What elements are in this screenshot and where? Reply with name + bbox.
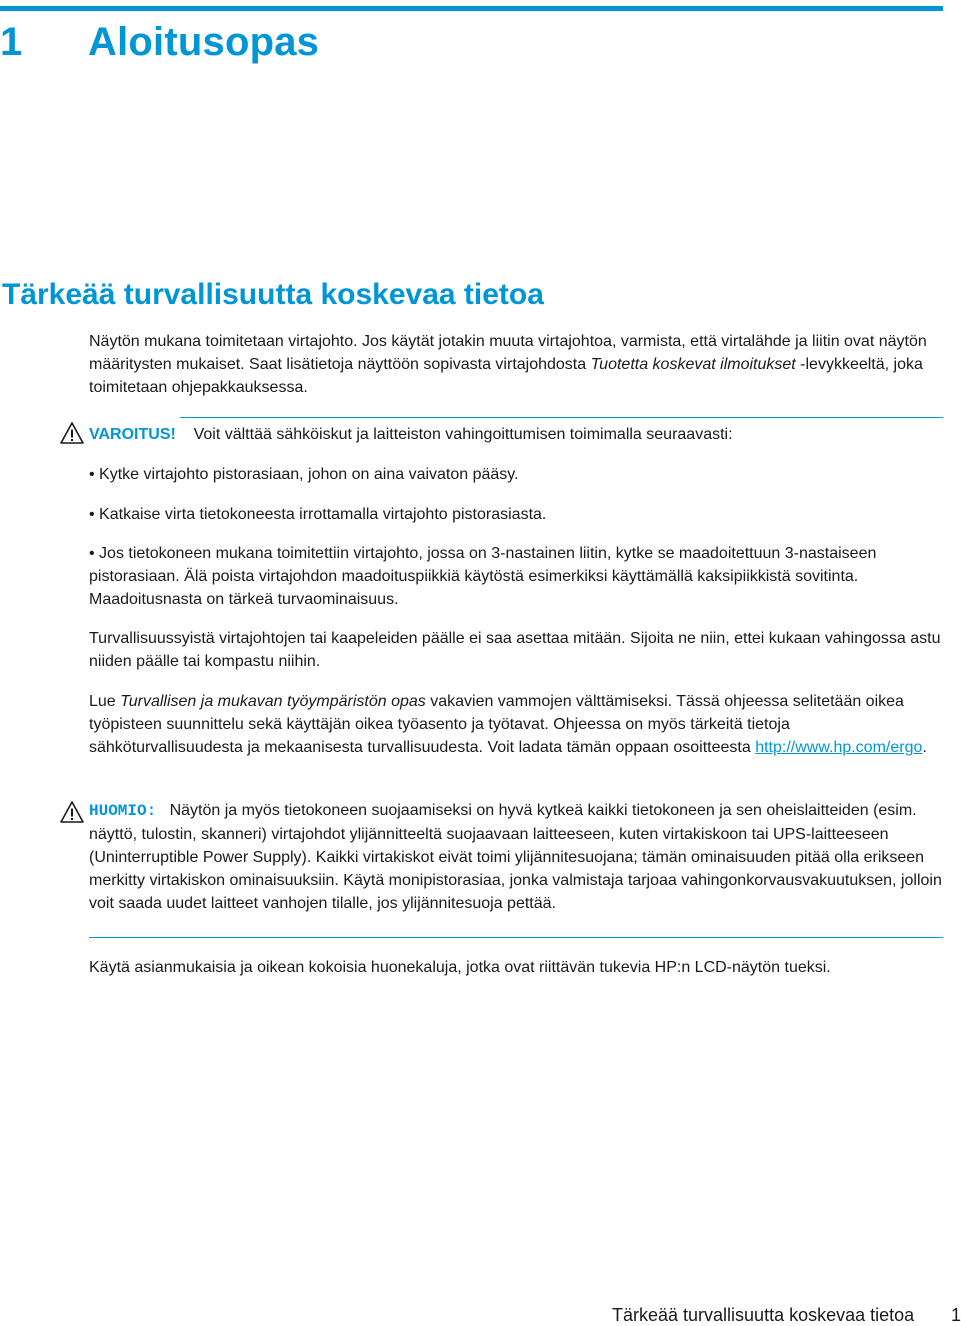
warning-triangle-icon <box>60 422 84 444</box>
ergo-link[interactable]: http://www.hp.com/ergo <box>755 739 923 756</box>
warning-paragraph-guide: Lue Turvallisen ja mukavan työympäristön opas vakavien vammojen välttämiseksi. Tässä ohjeessa selitetään oikea työpisteen suunnittelu sekä käyttäjän oikea työasento ja työtavat. Ohjeessa on myös tärkeitä tietoja sähköturvallisuudesta ja mekaanisesta turvallisuudesta. Voit ladata tämän oppaan osoitteesta http://www.hp.com/ergo. <box>89 693 927 756</box>
caution-label: HUOMIO: <box>89 802 157 820</box>
caution-paragraph <box>89 799 944 915</box>
section-title: Tärkeää turvallisuutta koskevaa tietoa <box>2 278 544 311</box>
warning-bullet-2: • Katkaise virta tietokoneesta irrottamalla virtajohto pistorasiasta. <box>89 506 547 523</box>
closing-paragraph: Käytä asianmukaisia ja oikean kokoisia huonekaluja, jotka ovat riittävän tukevia HP:n LCD-näytön tueksi. <box>89 959 831 976</box>
warning-label: VAROITUS! <box>89 426 176 443</box>
warning-bullet-1: • Kytke virtajohto pistorasiaan, johon on aina vaivaton pääsy. <box>89 466 519 483</box>
caution-text: Näytön ja myös tietokoneen suojaamiseksi on hyvä kytkeä kaikki tietokoneen ja sen oheislaitteiden (esim. näyttö, tulostin, skanneri) virtajohdot ylijännitteeltä suojaavaan laitteeseen, kuten virtakiskoon tai UPS-laitteeseen (Uninterruptible Power Supply). Kaikki virtakiskot eivät toimi ylijännitesuojana; tämän ominaisuuden pitää olla erikseen merkitty virtakiskon ominaisuuksiin. Käytä monipistorasiaa, jonka valmistaja tarjoaa vahingonkorvausvakuutuksen, jolloin voit saada uudet laitteet vanhojen tilalle, jos ylijännitesuoja pettää. <box>89 802 942 912</box>
warning-paragraph-cables: Turvallisuussyistä virtajohtojen tai kaapeleiden päälle ei saa asettaa mitään. Sijoita ne niin, ettei kukaan vahingossa astu niiden päälle tai kompastu niihin. <box>89 630 941 670</box>
footer-section-title: Tärkeää turvallisuutta koskevaa tietoa <box>612 1305 915 1325</box>
intro-doc-title: Tuotetta koskevat ilmoitukset <box>590 356 796 373</box>
warning-top-rule <box>180 417 943 418</box>
guide-title: Turvallisen ja mukavan työympäristön opas <box>120 693 426 710</box>
caution-triangle-icon <box>60 801 84 823</box>
chapter-number: 1 <box>0 20 23 64</box>
warning-text: Voit välttää sähköiskut ja laitteiston vahingoittumisen toimimalla seuraavasti: <box>193 426 733 443</box>
caution-bottom-rule <box>89 937 943 938</box>
chapter-heading <box>0 20 319 65</box>
footer-page-number: 1 <box>951 1305 961 1325</box>
intro-paragraph: Näytön mukana toimitetaan virtajohto. Jos käytät jotakin muuta virtajohtoa, varmista, että virtalähde ja liitin ovat näytön määritysten mukaiset. Saat lisätietoja näyttöön sopivasta virtajohdosta Tuotetta koskevat ilmoitukset -levykkeeltä, joka toimitetaan ohjepakkauksessa. <box>89 333 927 396</box>
warning-bullet-3: • Jos tietokoneen mukana toimitettiin virtajohto, jossa on 3-nastainen liitin, kytke se maadoitettuun 3-nastaiseen pistorasiaan. Älä poista virtajohdon maadoituspiikkiä käytöstä esimerkiksi käyttämällä kaksipiikkistä sovitinta. Maadoitusnasta on tärkeä turvaominaisuus. <box>89 545 877 608</box>
chapter-top-rule <box>0 6 943 11</box>
warning-intro <box>89 423 944 446</box>
chapter-title: Aloitusopas <box>88 20 320 64</box>
